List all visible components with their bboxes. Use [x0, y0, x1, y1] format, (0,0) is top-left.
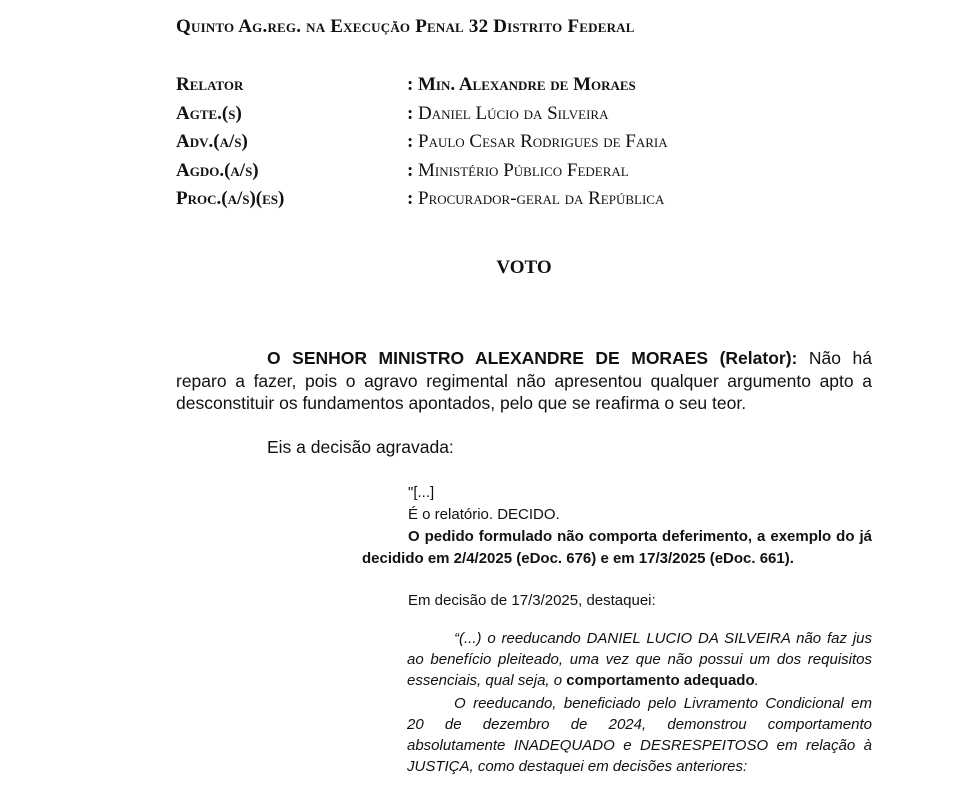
nested-quote-paragraph-1: [407, 628, 872, 691]
section-title: VOTO: [496, 257, 552, 278]
party-role: Proc.(a/s)(es): [176, 188, 285, 209]
party-name: Procurador-geral da República: [418, 188, 665, 209]
nested-quote-emphasis: comportamento adequado: [566, 672, 755, 689]
speaker-label: O SENHOR MINISTRO ALEXANDRE DE MORAES (Relator):: [267, 348, 798, 368]
party-separator: :: [407, 102, 414, 124]
party-separator: :: [407, 188, 414, 209]
vote-paragraph-text: Não há reparo a fazer, pois o agravo regimental não apresentou qualquer argumento apto a desconstituir os fundamentos apontados, pelo que se reafirma o seu teor.: [176, 348, 872, 413]
quote-open: "[...]: [408, 484, 435, 501]
quote-bold-paragraph: O pedido formulado não comporta deferimento, a exemplo do já decidido em 2/4/2025 (eDoc. 676) e em 17/3/2025 (eDoc. 661).: [362, 528, 872, 567]
party-name: Paulo Cesar Rodrigues de Faria: [418, 131, 668, 152]
party-separator: :: [407, 131, 414, 152]
decision-intro: Eis a decisão agravada:: [267, 437, 454, 457]
party-name: Min. Alexandre de Moraes: [418, 74, 636, 95]
party-role: Agdo.(a/s): [176, 159, 259, 181]
party-role: Relator: [176, 74, 244, 95]
party-role: Agte.(s): [176, 102, 242, 124]
party-separator: :: [407, 159, 414, 181]
quote-relatorio: É o relatório. DECIDO.: [408, 506, 560, 523]
party-name: Ministério Público Federal: [418, 159, 629, 181]
party-separator: :: [407, 74, 414, 95]
vote-paragraph: [176, 347, 872, 415]
party-role: Adv.(a/s): [176, 131, 248, 152]
nested-quote-end: .: [754, 672, 759, 689]
quote-em-decisao: Em decisão de 17/3/2025, destaquei:: [408, 592, 656, 609]
party-name: Daniel Lúcio da Silveira: [418, 102, 609, 124]
nested-quote-text: “(...) o reeducando DANIEL LUCIO DA SILVEIRA não faz jus ao benefício pleiteado, uma vez que não possui um dos requisitos essenciais, qual seja, o: [407, 630, 872, 689]
case-title: Quinto Ag.reg. na Execução Penal 32 Distrito Federal: [176, 16, 635, 37]
nested-quote-paragraph-2: O reeducando, beneficiado pelo Livramento Condicional em 20 de dezembro de 2024, demonstrou comportamento absolutamente INADEQUADO e DESRESPEITOSO em relação à JUSTIÇA, como destaquei em decisões anteriores:: [407, 695, 872, 775]
